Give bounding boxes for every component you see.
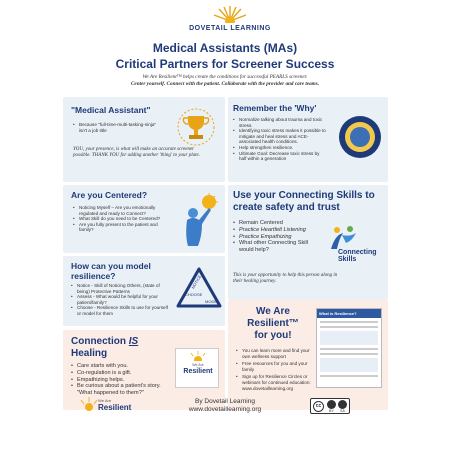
resilient-title-3: for you! [254, 330, 292, 341]
list-item: • Care starts with you. [71, 363, 171, 370]
model-resilience-title: How can you model resilience? [71, 261, 151, 281]
model-resilience-card [63, 256, 225, 326]
list-item: • Be curious about a patient's story. "What happened to them?" [71, 383, 171, 397]
medical-assistant-title: "Medical Assistant" [71, 105, 151, 115]
intro-line-2: Center yourself. Connect with the patient. Collaborate with the provider and care teams. [130, 81, 320, 87]
page-title: Medical Assistants (MAs) [152, 41, 298, 55]
badge-top-text: We Are [192, 363, 204, 367]
sun-icon [190, 351, 206, 361]
brand-name: DOVETAIL LEARNING [189, 25, 271, 32]
connecting-skills-card [228, 185, 388, 300]
triangle-label-model: MODEL [205, 299, 220, 304]
remember-why-title: Remember the 'Why' [233, 103, 317, 113]
person-reaching-icon [175, 193, 219, 247]
we-are-resilient-card [228, 300, 388, 410]
footer-logo [80, 396, 150, 416]
resilience-document-thumbnail [316, 308, 382, 388]
connecting-people-icon [328, 225, 358, 251]
we-are-resilient-badge [175, 348, 219, 388]
medical-assistant-note: YOU, your presence, is what will make an accurate screener possible. THANK YOU for adding another 'thing' to your plate. [73, 147, 201, 159]
list-item: • Are you fully present to the patient and family? [73, 222, 163, 233]
footer-logo-main: Resilient [98, 403, 132, 412]
footer-line-1: By Dovetail Learning [195, 398, 255, 405]
list-item: • Practice Empathizing [233, 234, 313, 241]
triangle-label-choose: CHOOSE [185, 292, 203, 297]
triangle-label-notice: NOTICE [190, 274, 203, 290]
centered-title: Are you Centered? [71, 190, 148, 200]
connecting-skills-logo-text: Connecting Skills [338, 249, 377, 263]
medical-assistant-card [63, 97, 225, 182]
list-item: • Free resources for you and your family [236, 361, 314, 372]
list-item: • Normalize talking about trauma and toxic stress. [233, 117, 328, 128]
list-item: • Empathizing helps. [71, 377, 171, 384]
list-item[interactable]: • Sign up for Resilience Circles or webinars for continued education: www.dovetaillearning.org [236, 374, 314, 391]
footer-credit [160, 398, 290, 414]
centered-card [63, 185, 225, 253]
list-item: • Ultimate Goal: Decrease toxic stress by half within a generation [233, 151, 328, 162]
sun-icon [213, 5, 247, 23]
medical-assistant-bullet: • Because "full-time-multi-tasking-ninja" isn't a job title [73, 122, 163, 133]
cc-license-badge [310, 398, 350, 414]
connecting-skills-logo [320, 225, 382, 267]
list-item: • Help strengthen resilience. [233, 145, 328, 151]
list-item: • What Skill do you need to be Centered? [73, 216, 163, 222]
connection-healing-title-2: Healing [71, 348, 108, 359]
by-icon [327, 400, 336, 409]
seal-icon [338, 115, 382, 159]
resilient-title-1: We Are [256, 306, 290, 317]
list-item: • Notice - Skill of Noticing Others, (state of being) Protective Patterns [71, 283, 171, 294]
list-item: • Practice Heartfelt Listening [233, 227, 313, 234]
badge-main-text: Resilient [183, 368, 213, 375]
trophy-icon [173, 107, 219, 147]
connecting-skills-note: This is your opportunity to help this person along in their healing journey. [233, 273, 338, 285]
document-title: What is Resilience? [317, 309, 381, 318]
footer-logo-top: We Are [98, 398, 112, 403]
notice-choose-model-triangle [175, 266, 223, 312]
list-item: • Remain Centered [233, 220, 313, 227]
sa-icon [338, 400, 347, 409]
sun-icon [80, 396, 98, 412]
connecting-skills-title: Use your Connecting Skills to create safety and trust [233, 190, 375, 213]
footer-website-link[interactable]: www.dovetaillearning.org [188, 406, 262, 413]
remember-why-card [228, 97, 388, 182]
list-item: • Choose - Resilience Skills to use for yourself or model for them [71, 305, 171, 316]
sa-label: SA [340, 409, 345, 413]
resilient-title-2: Resilient™ [247, 318, 299, 329]
cc-icon: cc [313, 401, 324, 412]
page-subtitle: Critical Partners for Screener Success [115, 57, 335, 71]
list-item: • You can learn more and find your own wellness support [236, 348, 314, 359]
intro-line-1: We Are Resilient™ helps create the conditions for successful PEARLS screener. [142, 74, 308, 80]
list-item: • Co-regulation is a gift. [71, 370, 171, 377]
list-item: • Identifying toxic stress makes it possible to mitigate and heal stress and ACE-associated health conditions. [233, 128, 328, 145]
list-item: • Noticing Myself – Are you emotionally regulated and ready to Connect? [73, 205, 163, 216]
list-item: • Assess - What would be helpful for your patient/family? [71, 294, 171, 305]
list-item: • What other Connecting Skill would help? [233, 240, 313, 254]
dovetail-logo [185, 5, 275, 35]
by-label: BY [329, 409, 334, 413]
connection-healing-title: Connection IS [71, 336, 139, 347]
